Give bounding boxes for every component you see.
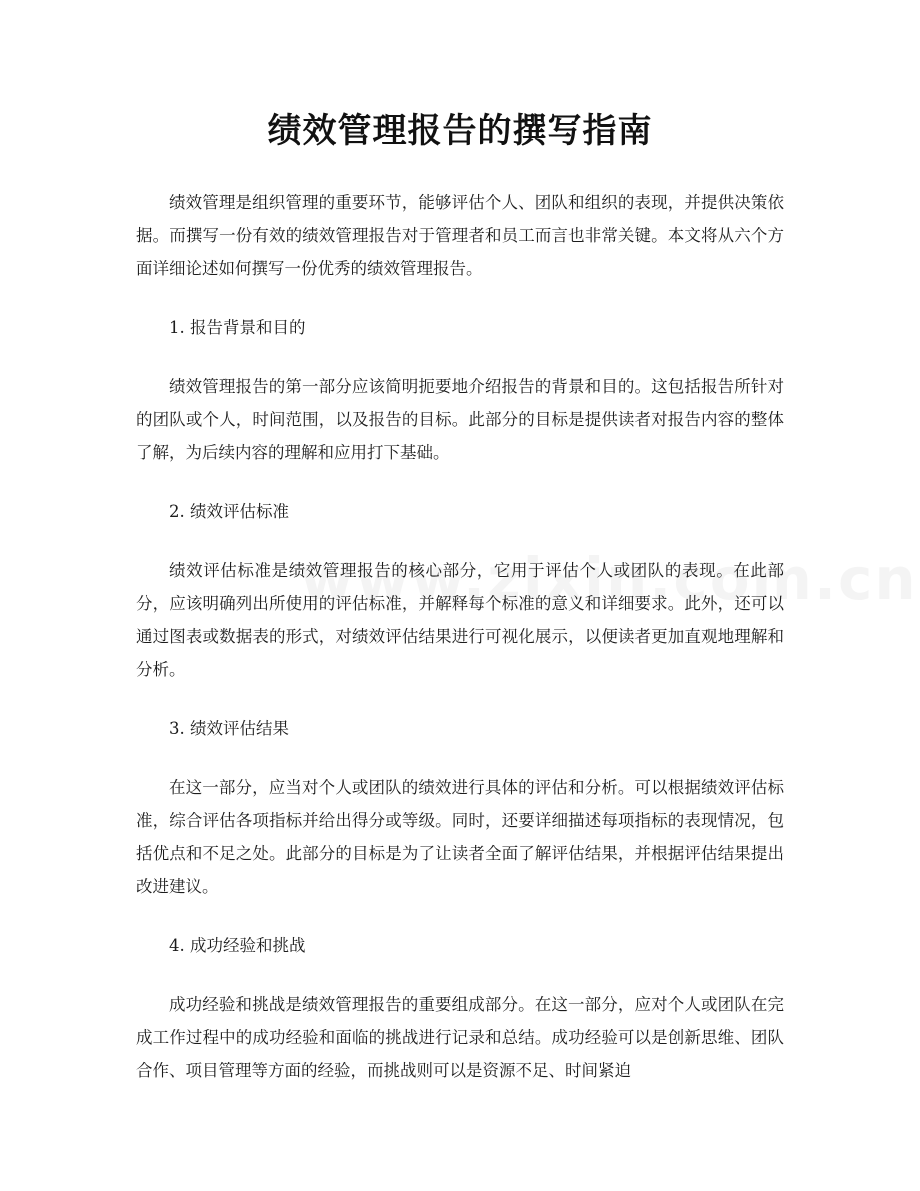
- section-paragraph-3: 在这一部分，应当对个人或团队的绩效进行具体的评估和分析。可以根据绩效评估标准，综合评估各项指标并给出得分或等级。同时，还要详细描述每项指标的表现情况，包括优点和不足之处。此部分的目标是为了让读者全面了解评估结果，并根据评估结果提出改进建议。: [136, 778, 784, 896]
- section-heading-4: 4. 成功经验和挑战: [169, 936, 306, 955]
- section-heading-1: 1. 报告背景和目的: [169, 318, 306, 337]
- page-title: 绩效管理报告的撰写指南: [267, 111, 653, 151]
- document-body: [136, 186, 784, 1113]
- section-paragraph-1: 绩效管理报告的第一部分应该简明扼要地介绍报告的背景和目的。这包括报告所针对的团队或个人，时间范围，以及报告的目标。此部分的目标是提供读者对报告内容的整体了解，为后续内容的理解和应用打下基础。: [136, 377, 784, 462]
- section-paragraph-4: 成功经验和挑战是绩效管理报告的重要组成部分。在这一部分，应对个人或团队在完成工作过程中的成功经验和面临的挑战进行记录和总结。成功经验可以是创新思维、团队合作、项目管理等方面的经验，而挑战则可以是资源不足、时间紧迫: [136, 995, 784, 1080]
- section-heading-3: 3. 绩效评估结果: [169, 719, 289, 738]
- section-paragraph-2: 绩效评估标准是绩效管理报告的核心部分，它用于评估个人或团队的表现。在此部分，应该明确列出所使用的评估标准，并解释每个标准的意义和详细要求。此外，还可以通过图表或数据表的形式，对绩效评估结果进行可视化展示，以便读者更加直观地理解和分析。: [136, 561, 784, 679]
- intro-paragraph: 绩效管理是组织管理的重要环节，能够评估个人、团队和组织的表现，并提供决策依据。而撰写一份有效的绩效管理报告对于管理者和员工而言也非常关键。本文将从六个方面详细论述如何撰写一份优秀的绩效管理报告。: [136, 193, 784, 278]
- section-heading-2: 2. 绩效评估标准: [169, 502, 289, 521]
